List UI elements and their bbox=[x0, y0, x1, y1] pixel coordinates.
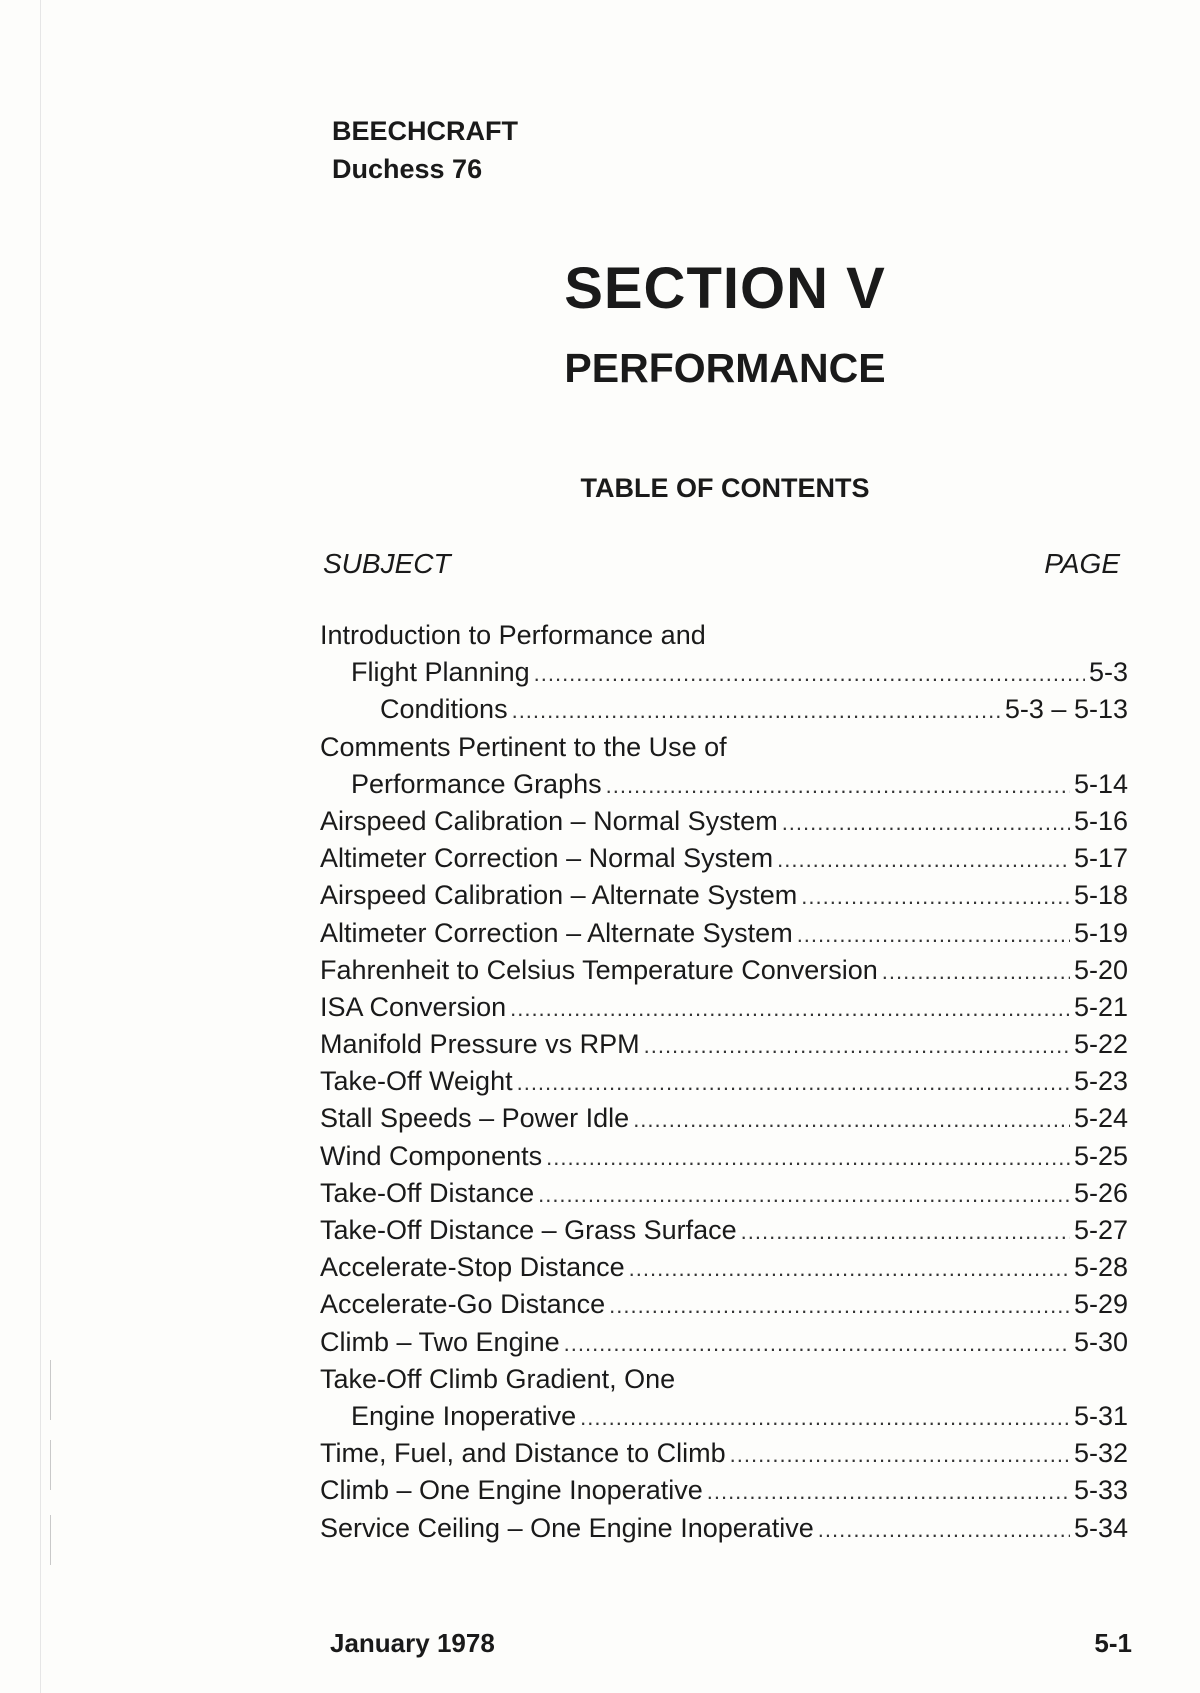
toc-entry bbox=[320, 694, 1128, 731]
toc-entry-subject: Stall Speeds – Power Idle bbox=[320, 1103, 630, 1134]
dot-leader bbox=[564, 1331, 1070, 1357]
toc-entry-subject: Wind Components bbox=[320, 1140, 543, 1171]
toc-entry bbox=[320, 1141, 1128, 1178]
toc-entry-subject: Altimeter Correction – Normal System bbox=[320, 843, 774, 874]
toc-entry-page: 5-25 bbox=[1073, 1140, 1128, 1171]
toc-entry bbox=[320, 1327, 1128, 1364]
footer-page-number: 5-1 bbox=[1094, 1628, 1132, 1658]
toc-entry bbox=[320, 918, 1128, 955]
toc-entry-subject: Accelerate-Stop Distance bbox=[320, 1252, 625, 1283]
toc-title: TABLE OF CONTENTS bbox=[580, 473, 870, 503]
toc-entry bbox=[320, 1475, 1128, 1512]
toc-entry-subject: Airspeed Calibration – Alternate System bbox=[320, 880, 798, 911]
toc-entry-subject: Take-Off Distance – Grass Surface bbox=[320, 1215, 737, 1245]
toc-entry-page: 5-3 – 5-13 bbox=[1004, 694, 1128, 725]
dot-leader bbox=[546, 1145, 1070, 1171]
dot-leader bbox=[512, 698, 1001, 724]
toc-entry bbox=[320, 1513, 1128, 1550]
toc-entry-page: 5-26 bbox=[1073, 1177, 1128, 1208]
scan-edge-mark bbox=[50, 1515, 51, 1565]
toc-entry-page: 5-32 bbox=[1073, 1438, 1128, 1469]
dot-leader bbox=[777, 847, 1070, 873]
dot-leader bbox=[801, 884, 1070, 910]
section-title: SECTION V bbox=[564, 256, 886, 321]
toc-column-subject: SUBJECT bbox=[323, 548, 451, 579]
dot-leader bbox=[510, 996, 1070, 1022]
toc-entry bbox=[320, 1215, 1128, 1252]
toc-entry-subject: Introduction to Performance and bbox=[320, 620, 706, 650]
toc-entry-page: 5-24 bbox=[1073, 1103, 1128, 1134]
toc-entry-page: 5-22 bbox=[1073, 1029, 1128, 1060]
toc-entry-subject: Altimeter Correction – Alternate System bbox=[320, 917, 793, 948]
toc-entry bbox=[320, 843, 1128, 880]
toc-entry-subject: Engine Inoperative bbox=[351, 1400, 577, 1431]
scan-edge-mark bbox=[50, 1440, 51, 1490]
toc-column-page: PAGE bbox=[1044, 548, 1120, 579]
dot-leader bbox=[580, 1405, 1070, 1431]
toc-entry-page: 5-17 bbox=[1073, 843, 1128, 874]
dot-leader bbox=[882, 959, 1070, 985]
dot-leader bbox=[609, 1293, 1070, 1319]
toc-entry bbox=[320, 955, 1128, 992]
toc-entry-page: 5-31 bbox=[1073, 1400, 1128, 1431]
toc-entry-subject: Fahrenheit to Celsius Temperature Conversion bbox=[320, 954, 878, 985]
dot-leader bbox=[707, 1479, 1070, 1505]
toc-entry-page: 5-30 bbox=[1073, 1326, 1128, 1357]
toc-entry bbox=[320, 1178, 1128, 1215]
toc-entry bbox=[320, 1103, 1128, 1140]
toc-entry bbox=[320, 1364, 1128, 1401]
toc-entry-subject: Performance Graphs bbox=[351, 768, 602, 799]
toc-entry-subject: Take-Off Climb Gradient, One bbox=[320, 1363, 676, 1394]
toc-entry-subject: Conditions bbox=[380, 694, 508, 725]
toc-entry-page: 5-14 bbox=[1073, 768, 1128, 799]
toc-entry-subject: Climb – One Engine Inoperative bbox=[320, 1475, 703, 1506]
dot-leader bbox=[782, 810, 1070, 836]
toc-entry bbox=[320, 657, 1128, 694]
toc-entry-page: 5-19 bbox=[1073, 917, 1128, 948]
dot-leader bbox=[741, 1219, 1070, 1245]
toc-entry bbox=[320, 880, 1128, 917]
toc-entry bbox=[320, 620, 1128, 657]
toc-entry-page: 5-3 bbox=[1088, 657, 1128, 688]
toc-entry bbox=[320, 1289, 1128, 1326]
scan-edge-line bbox=[40, 0, 41, 1693]
dot-leader bbox=[633, 1107, 1070, 1133]
toc-entry-subject: ISA Conversion bbox=[320, 991, 507, 1022]
dot-leader bbox=[797, 922, 1070, 948]
toc-entry-page: 5-29 bbox=[1073, 1289, 1128, 1320]
header-model: Duchess 76 bbox=[332, 154, 483, 184]
toc-entry bbox=[320, 769, 1128, 806]
toc-entry-subject: Take-Off Weight bbox=[320, 1066, 513, 1097]
document-header bbox=[332, 112, 518, 188]
toc-entry-subject: Time, Fuel, and Distance to Climb bbox=[320, 1438, 726, 1469]
toc-entry-subject: Comments Pertinent to the Use of bbox=[320, 731, 727, 762]
section-subtitle: PERFORMANCE bbox=[564, 345, 886, 391]
toc-list bbox=[320, 620, 1128, 1550]
toc-entry bbox=[320, 806, 1128, 843]
toc-entry bbox=[320, 1438, 1128, 1475]
toc-entry-subject: Flight Planning bbox=[351, 657, 530, 688]
dot-leader bbox=[517, 1070, 1070, 1096]
toc-entry bbox=[320, 732, 1128, 769]
scan-edge-mark bbox=[50, 1360, 51, 1420]
toc-entry-page: 5-20 bbox=[1073, 954, 1128, 985]
toc-entry bbox=[320, 1252, 1128, 1289]
toc-entry bbox=[320, 1401, 1128, 1438]
dot-leader bbox=[629, 1256, 1070, 1282]
toc-entry-subject: Airspeed Calibration – Normal System bbox=[320, 805, 778, 836]
toc-entry-subject: Take-Off Distance bbox=[320, 1177, 535, 1208]
toc-entry-page: 5-21 bbox=[1073, 991, 1128, 1022]
dot-leader bbox=[606, 773, 1070, 799]
toc-entry bbox=[320, 1029, 1128, 1066]
toc-entry-subject: Service Ceiling – One Engine Inoperative bbox=[320, 1512, 814, 1543]
header-brand: BEECHCRAFT bbox=[332, 116, 518, 146]
toc-entry-page: 5-16 bbox=[1073, 805, 1128, 836]
toc-entry-subject: Climb – Two Engine bbox=[320, 1326, 560, 1357]
dot-leader bbox=[730, 1442, 1070, 1468]
toc-entry-page: 5-33 bbox=[1073, 1475, 1128, 1506]
footer-date: January 1978 bbox=[330, 1628, 495, 1658]
dot-leader bbox=[818, 1517, 1070, 1543]
toc-entry bbox=[320, 992, 1128, 1029]
toc-entry-page: 5-23 bbox=[1073, 1066, 1128, 1097]
toc-entry-page: 5-27 bbox=[1073, 1215, 1128, 1245]
toc-entry-subject: Accelerate-Go Distance bbox=[320, 1289, 606, 1320]
toc-entry-page: 5-28 bbox=[1073, 1252, 1128, 1283]
toc-entry bbox=[320, 1066, 1128, 1103]
toc-entry-subject: Manifold Pressure vs RPM bbox=[320, 1029, 640, 1060]
toc-entry-page: 5-18 bbox=[1073, 880, 1128, 911]
dot-leader bbox=[644, 1033, 1070, 1059]
toc-entry-page: 5-34 bbox=[1073, 1512, 1128, 1543]
dot-leader bbox=[538, 1182, 1070, 1208]
dot-leader bbox=[534, 661, 1085, 687]
